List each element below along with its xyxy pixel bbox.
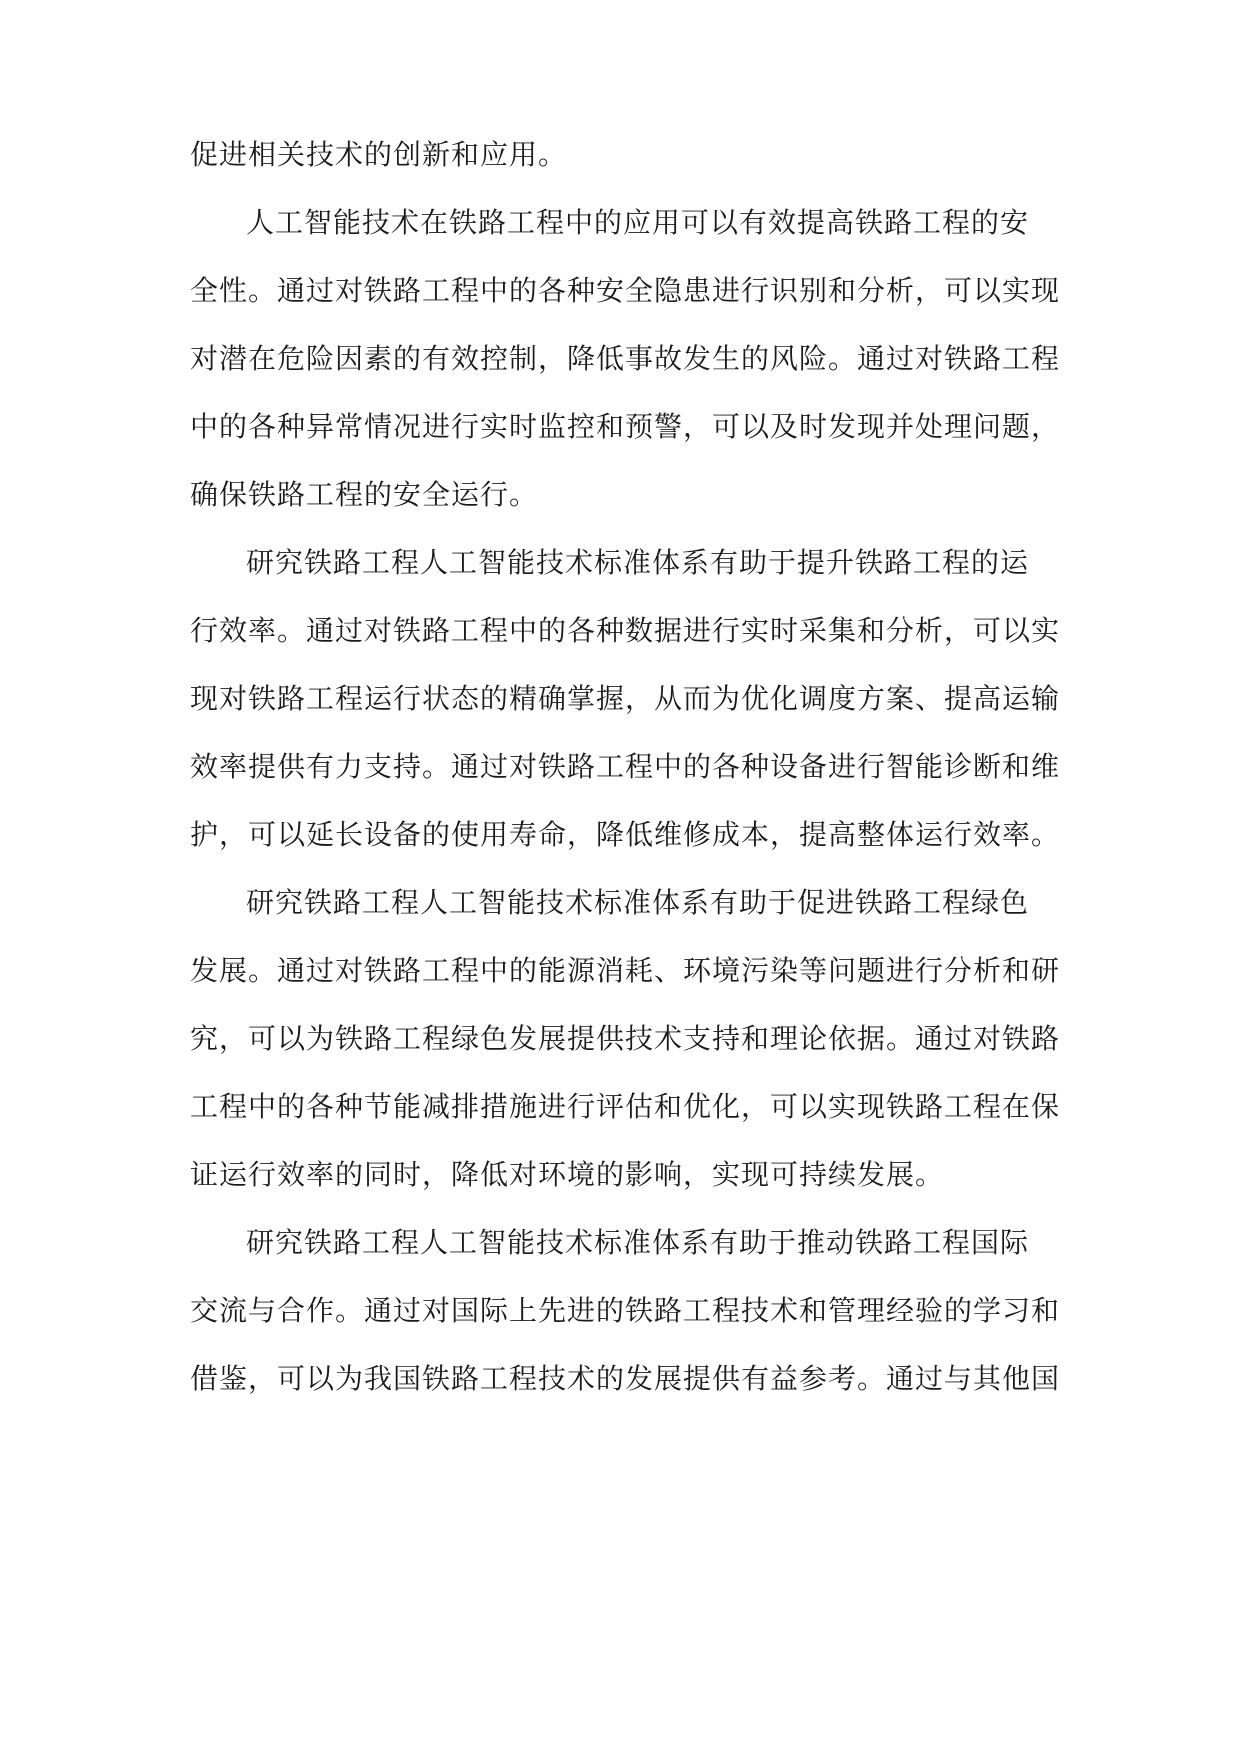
- text-line: 中的各种异常情况进行实时监控和预警，可以及时发现并处理问题，: [190, 410, 1061, 443]
- text-line: 护，可以延长设备的使用寿命，降低维修成本，提高整体运行效率。: [190, 818, 1061, 851]
- text-line: 效率提供有力支持。通过对铁路工程中的各种设备进行智能诊断和维: [190, 750, 1061, 783]
- paragraph-first-line: 研究铁路工程人工智能技术标准体系有助于提升铁路工程的运: [246, 546, 1030, 579]
- text-line: 行效率。通过对铁路工程中的各种数据进行实时采集和分析，可以实: [190, 614, 1061, 647]
- paragraph-first-line: 研究铁路工程人工智能技术标准体系有助于促进铁路工程绿色: [246, 886, 1030, 919]
- text-line: 发展。通过对铁路工程中的能源消耗、环境污染等问题进行分析和研: [190, 954, 1061, 987]
- text-line: 促进相关技术的创新和应用。: [190, 138, 568, 171]
- paragraph-first-line: 研究铁路工程人工智能技术标准体系有助于推动铁路工程国际: [246, 1226, 1030, 1259]
- text-line: 交流与合作。通过对国际上先进的铁路工程技术和管理经验的学习和: [190, 1294, 1061, 1327]
- text-line: 证运行效率的同时，降低对环境的影响，实现可持续发展。: [190, 1158, 945, 1191]
- text-line: 工程中的各种节能减排措施进行评估和优化，可以实现铁路工程在保: [190, 1090, 1061, 1123]
- text-line: 全性。通过对铁路工程中的各种安全隐患进行识别和分析，可以实现: [190, 274, 1061, 307]
- paragraph-first-line: 人工智能技术在铁路工程中的应用可以有效提高铁路工程的安: [246, 206, 1030, 239]
- text-line: 确保铁路工程的安全运行。: [190, 478, 539, 511]
- text-line: 借鉴，可以为我国铁路工程技术的发展提供有益参考。通过与其他国: [190, 1362, 1061, 1395]
- text-line: 对潜在危险因素的有效控制，降低事故发生的风险。通过对铁路工程: [190, 342, 1061, 375]
- text-line: 现对铁路工程运行状态的精确掌握，从而为优化调度方案、提高运输: [190, 682, 1061, 715]
- text-line: 究，可以为铁路工程绿色发展提供技术支持和理论依据。通过对铁路: [190, 1022, 1061, 1055]
